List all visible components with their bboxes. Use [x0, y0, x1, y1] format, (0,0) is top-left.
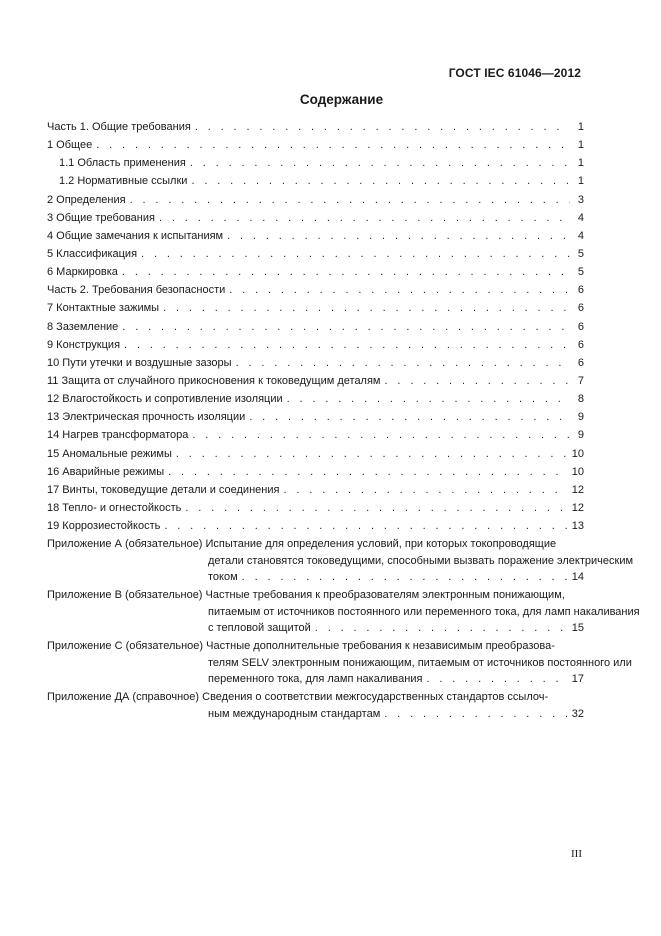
toc-entry[interactable] [47, 321, 584, 339]
dot-leader [426, 673, 567, 685]
dot-leader [159, 212, 570, 224]
toc-entry-label: 17 Винты, токоведущие детали и соединения [47, 483, 280, 496]
dot-leader [122, 266, 570, 278]
dot-leader [124, 339, 570, 351]
toc-entry-page: 10 [571, 447, 584, 460]
dot-leader [227, 230, 570, 242]
page-number: III [571, 848, 582, 860]
toc-entry[interactable] [47, 411, 584, 429]
toc-entry[interactable] [47, 429, 584, 447]
toc-entry-page: 5 [577, 247, 584, 260]
toc-entry-label: 10 Пути утечки и воздушные зазоры [47, 356, 232, 369]
dot-leader [163, 302, 570, 314]
dot-leader [249, 411, 570, 423]
dot-leader [315, 622, 568, 634]
table-of-contents [47, 121, 640, 726]
toc-entry-page: 12 [571, 501, 584, 514]
toc-entry-label: 2 Определения [47, 193, 126, 206]
toc-entry-label: 18 Тепло- и огнестойкость [47, 501, 182, 514]
toc-entry-label: Часть 1. Общие требования [47, 121, 191, 133]
dot-leader [141, 248, 570, 260]
toc-entry[interactable] [47, 139, 584, 157]
toc-entry[interactable] [47, 175, 584, 193]
toc-entry-page: 6 [577, 284, 584, 297]
toc-entry[interactable] [47, 230, 584, 248]
toc-entry[interactable] [47, 375, 584, 393]
dot-leader [192, 429, 570, 441]
document-id: ГОСТ IEC 61046—2012 [448, 66, 581, 80]
toc-entry-label: 1.1 Область применения [59, 157, 186, 170]
toc-entry-page: 7 [577, 374, 584, 387]
toc-appendices [47, 538, 640, 726]
toc-entry-label: 13 Электрическая прочность изоляции [47, 411, 246, 424]
toc-entry-label: 7 Контактные зажимы [47, 302, 160, 315]
appendix-page: 17 [571, 673, 584, 686]
toc-entry-page: 1 [577, 121, 584, 133]
toc-entry-label: Часть 2. Требования безопасности [47, 284, 226, 297]
toc-entry[interactable] [47, 284, 584, 302]
toc-entry-page: 1 [577, 175, 584, 188]
toc-entry[interactable] [47, 466, 584, 484]
toc-entry-page: 1 [577, 139, 584, 152]
toc-entry-page: 3 [577, 193, 584, 206]
appendix-title-line: Приложение В (обязательное) Частные требования к преобразователям электронным понижающим, [47, 589, 565, 602]
toc-entry[interactable] [47, 302, 584, 320]
toc-entry-page: 9 [577, 411, 584, 424]
toc-entries [47, 121, 584, 538]
dot-leader [229, 284, 570, 296]
appendix-title-line: Приложение ДА (справочное) Сведения о соответствии межгосударственных стандартов ссылоч- [47, 691, 549, 704]
toc-entry-page: 9 [577, 429, 584, 442]
toc-entry[interactable] [47, 484, 584, 502]
appendix-title-line: питаемым от источников постоянного или переменного тока, для ламп накаливания [208, 605, 640, 618]
toc-entry[interactable] [47, 194, 584, 212]
toc-entry-label: 14 Нагрев трансформатора [47, 429, 189, 442]
dot-leader [385, 375, 571, 387]
appendix-last-line [47, 622, 584, 640]
dot-leader [96, 139, 570, 151]
toc-appendix[interactable] [47, 640, 632, 691]
dot-leader [168, 466, 568, 478]
toc-entry[interactable] [47, 520, 584, 538]
toc-entry-label: 6 Маркировка [47, 266, 118, 279]
toc-entry-page: 1 [577, 157, 584, 170]
toc-appendix[interactable] [47, 691, 584, 726]
toc-entry-page: 12 [571, 483, 584, 496]
appendix-title-line: Приложение С (обязательное) Частные дополнительные требования к независимым преобразова- [47, 640, 555, 653]
appendix-title-end: ным международным стандартам [208, 707, 381, 720]
toc-entry-label: 16 Аварийные режимы [47, 465, 165, 478]
toc-entry-label: 5 Классификация [47, 247, 138, 260]
toc-entry[interactable] [47, 212, 584, 230]
dot-leader [287, 393, 570, 405]
appendix-title-line: телям SELV электронным понижающим, питаемым от источников постоянного или [208, 656, 632, 669]
appendix-last-line [47, 571, 584, 589]
toc-entry-label: 19 Коррозиестойкость [47, 520, 161, 533]
toc-entry-page: 6 [577, 338, 584, 351]
appendix-page: 32 [571, 707, 584, 720]
dot-leader [176, 448, 568, 460]
dot-leader [384, 708, 567, 720]
toc-entry-page: 6 [577, 302, 584, 315]
toc-entry-page: 13 [571, 520, 584, 533]
toc-entry-label: 15 Аномальные режимы [47, 447, 172, 460]
dot-leader [185, 502, 567, 514]
toc-entry-page: 4 [577, 211, 584, 224]
toc-title: Содержание [299, 92, 384, 107]
toc-entry-label: 3 Общие требования [47, 211, 155, 224]
toc-entry-page: 5 [577, 266, 584, 279]
toc-entry[interactable] [47, 502, 584, 520]
toc-entry-label: 11 Защита от случайного прикосновения к токоведущим деталям [47, 374, 381, 387]
appendix-title-end: переменного тока, для ламп накаливания [208, 673, 423, 686]
toc-entry-page: 6 [577, 356, 584, 369]
dot-leader [190, 157, 570, 169]
toc-entry-label: 4 Общие замечания к испытаниям [47, 229, 224, 242]
toc-entry-page: 10 [571, 465, 584, 478]
toc-entry[interactable] [47, 357, 584, 375]
dot-leader [283, 484, 567, 496]
toc-appendix[interactable] [47, 589, 640, 640]
toc-entry[interactable] [47, 393, 584, 411]
appendix-title-end: током [208, 571, 238, 584]
toc-entry-page: 8 [577, 393, 584, 406]
toc-entry[interactable] [47, 448, 584, 466]
dot-leader [195, 121, 570, 133]
appendix-last-line [47, 708, 584, 726]
toc-entry-label: 12 Влагостойкость и сопротивление изоляции [47, 393, 283, 406]
dot-leader [236, 357, 570, 369]
appendix-last-line [47, 673, 584, 691]
toc-entry[interactable] [47, 339, 584, 357]
dot-leader [191, 175, 570, 187]
dot-leader [242, 571, 568, 583]
toc-entry[interactable] [47, 248, 584, 266]
toc-entry-label: 8 Заземление [47, 320, 119, 333]
toc-entry[interactable] [47, 157, 584, 175]
toc-entry-page: 6 [577, 320, 584, 333]
appendix-title-line: Приложение А (обязательное) Испытание для определения условий, при которых токопроводящие [47, 538, 557, 551]
toc-entry[interactable] [47, 121, 584, 139]
toc-entry-page: 4 [577, 229, 584, 242]
appendix-page: 15 [571, 622, 584, 635]
toc-appendix[interactable] [47, 538, 634, 589]
dot-leader [130, 194, 570, 206]
toc-entry[interactable] [47, 266, 584, 284]
toc-entry-label: 9 Конструкция [47, 338, 121, 351]
appendix-page: 14 [571, 571, 584, 584]
dot-leader [122, 321, 570, 333]
appendix-title-end: с тепловой защитой [208, 622, 311, 635]
toc-entry-label: 1 Общее [47, 139, 93, 152]
dot-leader [164, 520, 567, 532]
appendix-title-line: детали становятся токоведущими, способными вызвать поражение электрическим [208, 554, 634, 567]
toc-entry-label: 1.2 Нормативные ссылки [59, 175, 188, 188]
